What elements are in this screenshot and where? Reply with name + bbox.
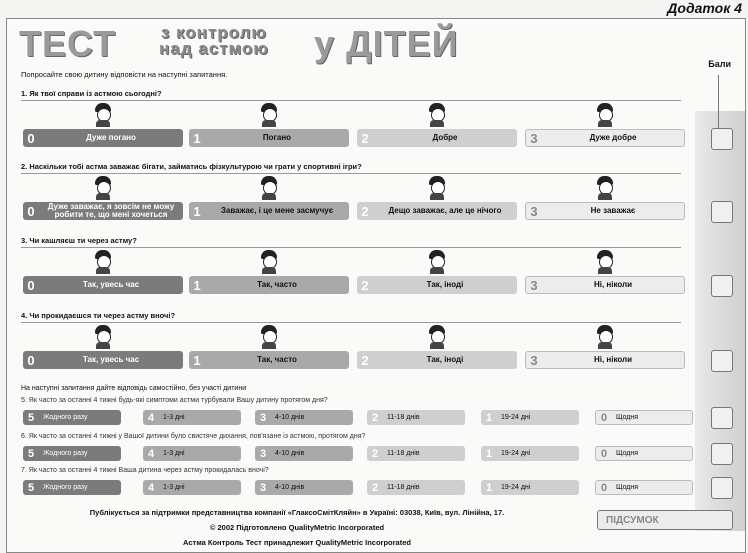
- score-box[interactable]: [711, 443, 733, 465]
- option-number: 1: [193, 203, 201, 219]
- parent-question-text: 6. Як часто за останні 4 тижні у Вашої дитини було свистяче дихання, пов'язане із астмою, протягом дня?: [21, 433, 366, 440]
- parent-answer-option[interactable]: [255, 410, 353, 425]
- footer: [7, 505, 587, 550]
- parent-question-text: 5. Як часто за останні 4 тижні будь-які симптоми астми турбували Вашу дитину протягом дня?: [21, 397, 328, 404]
- option-label: Так, іноді: [426, 280, 464, 289]
- child-face-icon: [93, 176, 113, 200]
- score-box[interactable]: [711, 201, 733, 223]
- answer-option[interactable]: [525, 202, 685, 220]
- question-text: 2. Наскільки тобі астма заважає бігати, займатись фізкультурою чи грати у спортивні ігри?: [21, 162, 362, 171]
- score-box[interactable]: [711, 350, 733, 372]
- parent-answer-option[interactable]: [481, 410, 579, 425]
- option-label: 19-24 дні: [501, 483, 531, 491]
- option-label: Добре: [432, 133, 458, 142]
- option-number: 3: [259, 411, 267, 424]
- answer-option[interactable]: [189, 202, 349, 220]
- child-face-icon: [595, 250, 615, 274]
- option-number: 1: [485, 447, 493, 460]
- child-face-icon: [259, 250, 279, 274]
- answer-option[interactable]: [189, 129, 349, 147]
- appendix-label: Додаток 4: [667, 0, 742, 16]
- parent-answer-option[interactable]: [595, 446, 693, 461]
- answer-option[interactable]: [23, 351, 183, 369]
- option-number: 0: [27, 277, 35, 293]
- option-number: 1: [193, 130, 201, 146]
- title-part2b: над астмою: [159, 39, 269, 58]
- option-label: Так, увесь час: [82, 280, 140, 289]
- option-number: 1: [485, 411, 493, 424]
- option-number: 3: [530, 203, 538, 219]
- option-label: 4-10 днів: [275, 449, 305, 457]
- option-label: Дуже заважає, я зовсім не можу робити те, що мені хочеться: [47, 202, 175, 219]
- option-number: 3: [530, 277, 538, 293]
- footer-line1: Публікується за підтримки представництва компанії «ГлаксоСмітКляйн» в Україні: 03038, Київ, вул. Лінійна, 17.: [89, 508, 505, 517]
- child-face-icon: [595, 176, 615, 200]
- question-divider: [21, 173, 681, 174]
- parent-answer-option[interactable]: [595, 410, 693, 425]
- option-number: 4: [147, 481, 155, 494]
- option-label: 1-3 дні: [163, 449, 185, 457]
- option-label: Щодня: [616, 483, 639, 491]
- option-label: Дещо заважає, але це нічого: [388, 206, 502, 215]
- option-label: 11-18 днів: [387, 483, 420, 491]
- answer-option[interactable]: [525, 351, 685, 369]
- child-face-icon: [595, 325, 615, 349]
- answer-option[interactable]: [23, 129, 183, 147]
- option-label: Жодного разу: [43, 483, 88, 491]
- parent-answer-option[interactable]: [143, 480, 241, 495]
- option-number: 2: [371, 411, 379, 424]
- parent-answer-option[interactable]: [23, 480, 121, 495]
- option-label: Ні, ніколи: [593, 280, 633, 289]
- title-part1: ТЕСТ: [19, 23, 117, 64]
- option-number: 1: [485, 481, 493, 494]
- question-text: 4. Чи прокидаєшся ти через астму вночі?: [21, 311, 176, 320]
- option-number: 0: [600, 481, 608, 494]
- option-label: 4-10 днів: [275, 413, 305, 421]
- option-label: 1-3 дні: [163, 483, 185, 491]
- child-face-icon: [427, 250, 447, 274]
- parent-answer-option[interactable]: [481, 446, 579, 461]
- option-number: 3: [259, 447, 267, 460]
- question-text: 3. Чи кашляєш ти через астму?: [21, 236, 137, 245]
- option-number: 5: [27, 447, 35, 460]
- parent-answer-option[interactable]: [367, 410, 465, 425]
- parent-answer-option[interactable]: [23, 446, 121, 461]
- answer-option[interactable]: [189, 351, 349, 369]
- parent-answer-option[interactable]: [255, 480, 353, 495]
- option-label: Так, часто: [257, 355, 297, 364]
- option-label: Так, іноді: [426, 355, 464, 364]
- option-number: 5: [27, 481, 35, 494]
- title-part2: [159, 25, 269, 57]
- child-face-icon: [595, 103, 615, 127]
- question-text: 1. Як твої справи із астмою сьогодні?: [21, 89, 162, 98]
- parent-answer-option[interactable]: [367, 446, 465, 461]
- option-label: Погано: [262, 133, 292, 142]
- title-part2a: з контролю: [160, 23, 267, 42]
- score-box[interactable]: [711, 128, 733, 150]
- child-face-icon: [93, 325, 113, 349]
- answer-option[interactable]: [357, 276, 517, 294]
- option-number: 1: [193, 277, 201, 293]
- parent-answer-option[interactable]: [595, 480, 693, 495]
- answer-option[interactable]: [525, 276, 685, 294]
- answer-option[interactable]: [357, 202, 517, 220]
- answer-option[interactable]: [357, 129, 517, 147]
- parent-answer-option[interactable]: [367, 480, 465, 495]
- option-number: 2: [361, 277, 369, 293]
- option-label: 11-18 днів: [387, 449, 420, 457]
- answer-option[interactable]: [23, 202, 183, 220]
- option-label: Дуже добре: [589, 133, 637, 142]
- answer-option[interactable]: [525, 129, 685, 147]
- intro-text: Попросайте свою дитину відповісти на наступні запитання.: [21, 70, 228, 79]
- option-label: 19-24 дні: [501, 449, 531, 457]
- option-number: 3: [530, 352, 538, 368]
- question-divider: [21, 100, 681, 101]
- parent-answer-option[interactable]: [143, 410, 241, 425]
- child-face-icon: [427, 325, 447, 349]
- question-divider: [21, 247, 681, 248]
- score-column: [695, 111, 745, 531]
- parent-question-text: 7. Як часто за останні 4 тижні Ваша дитина через астму прокидалась вночі?: [21, 467, 269, 474]
- option-number: 0: [600, 411, 608, 424]
- option-number: 0: [600, 447, 608, 460]
- option-label: Так, часто: [257, 280, 297, 289]
- option-label: Заважає, і це мене засмучує: [220, 206, 334, 215]
- option-number: 2: [361, 203, 369, 219]
- option-number: 2: [371, 481, 379, 494]
- child-face-icon: [259, 103, 279, 127]
- option-label: Дуже погано: [86, 133, 136, 142]
- option-label: Ні, ніколи: [593, 355, 633, 364]
- child-face-icon: [93, 250, 113, 274]
- child-face-icon: [93, 103, 113, 127]
- option-number: 3: [259, 481, 267, 494]
- option-label: Щодня: [616, 449, 639, 457]
- option-number: 0: [27, 130, 35, 146]
- option-label: Жодного разу: [43, 413, 88, 421]
- child-face-icon: [427, 103, 447, 127]
- answer-option[interactable]: [189, 276, 349, 294]
- option-number: 2: [361, 130, 369, 146]
- footer-line2: © 2002 Підготовлено QualityMetric Incorporated: [209, 523, 385, 532]
- parent-answer-option[interactable]: [143, 446, 241, 461]
- option-number: 0: [27, 203, 35, 219]
- option-label: 4-10 днів: [275, 483, 305, 491]
- option-number: 0: [27, 352, 35, 368]
- answer-option[interactable]: [357, 351, 517, 369]
- footer-line3: Астма Контроль Тест принадлежит QualityMetric Incorporated: [183, 538, 411, 547]
- option-label: Не заважає: [590, 206, 636, 215]
- question-divider: [21, 322, 681, 323]
- title-part3: у ДІТЕЙ: [314, 23, 459, 64]
- option-number: 1: [193, 352, 201, 368]
- score-box[interactable]: [711, 407, 733, 429]
- option-label: 19-24 дні: [501, 413, 531, 421]
- child-face-icon: [259, 325, 279, 349]
- title-header: [19, 23, 699, 67]
- option-label: Щодня: [616, 413, 639, 421]
- option-label: Жодного разу: [43, 449, 88, 457]
- option-number: 4: [147, 411, 155, 424]
- child-face-icon: [259, 176, 279, 200]
- total-box[interactable]: ПІДСУМОК: [597, 510, 733, 530]
- parent-intro: На наступні запитання дайте відповідь самостійно, без участі дитини: [21, 385, 247, 392]
- score-box[interactable]: [711, 477, 733, 499]
- option-label: Так, увесь час: [82, 355, 140, 364]
- score-box[interactable]: [711, 275, 733, 297]
- down-arrow-line: [718, 75, 719, 133]
- option-number: 2: [371, 447, 379, 460]
- parent-answer-option[interactable]: [255, 446, 353, 461]
- option-number: 5: [27, 411, 35, 424]
- parent-answer-option[interactable]: [481, 480, 579, 495]
- scores-label: Бали: [708, 59, 731, 69]
- test-sheet: [6, 18, 746, 553]
- option-number: 4: [147, 447, 155, 460]
- option-number: 3: [530, 130, 538, 146]
- parent-answer-option[interactable]: [23, 410, 121, 425]
- answer-option[interactable]: [23, 276, 183, 294]
- option-label: 1-3 дні: [163, 413, 185, 421]
- option-label: 11-18 днів: [387, 413, 420, 421]
- child-face-icon: [427, 176, 447, 200]
- option-number: 2: [361, 352, 369, 368]
